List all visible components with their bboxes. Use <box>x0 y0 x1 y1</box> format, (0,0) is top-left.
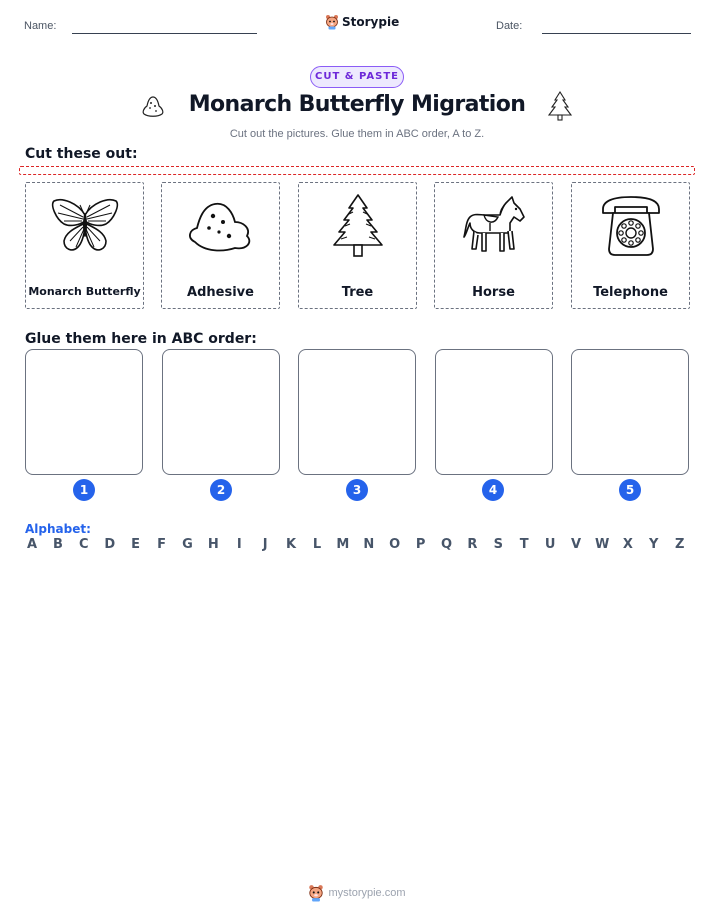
alphabet-letter: N <box>363 537 375 552</box>
alphabet-letter: P <box>415 537 426 552</box>
cut-card-telephone[interactable] <box>571 182 690 309</box>
name-label: Name: <box>24 20 57 32</box>
order-number-5: 5 <box>619 479 641 501</box>
alphabet-letter: O <box>389 537 401 552</box>
butterfly-icon <box>50 197 120 255</box>
date-label: Date: <box>496 20 523 32</box>
alphabet-letter: W <box>594 537 610 552</box>
cut-card-label: Tree <box>341 285 374 300</box>
glue-box-1[interactable] <box>25 349 143 475</box>
alphabet-letter: H <box>207 537 219 552</box>
glue-box-5[interactable] <box>571 349 689 475</box>
instructions: Cut out the pictures. Glue them in ABC order, A to Z. <box>229 128 485 140</box>
name-line <box>72 33 257 34</box>
alphabet-letter: F <box>157 537 166 552</box>
glue-blob-icon <box>138 92 168 120</box>
activity-type-badge: CUT & PASTE <box>310 66 404 88</box>
alphabet-letter: C <box>79 537 89 552</box>
alphabet-letter: Q <box>440 537 453 552</box>
alphabet-letter: E <box>131 537 141 552</box>
alphabet-letter: A <box>26 537 38 552</box>
cut-card-label: Adhesive <box>187 285 254 300</box>
alphabet-letter: R <box>467 537 478 552</box>
alphabet-letter: G <box>182 537 193 552</box>
alphabet-letter: X <box>622 537 633 552</box>
page-title: Monarch Butterfly Migration <box>188 92 526 117</box>
alphabet-letter: D <box>104 537 116 552</box>
glue-box-4[interactable] <box>435 349 553 475</box>
telephone-icon <box>597 195 665 257</box>
cut-section-heading: Cut these out: <box>25 146 138 162</box>
storypie-mascot-icon <box>308 884 324 902</box>
brand-logo <box>325 14 399 30</box>
alphabet-letter: L <box>312 537 322 552</box>
worksheet-header <box>0 14 714 38</box>
cut-card-label: Horse <box>472 285 515 300</box>
cut-card-adhesive[interactable] <box>161 182 280 309</box>
glue-box-3[interactable] <box>298 349 416 475</box>
alphabet-letter: M <box>336 537 350 552</box>
pine-tree-icon <box>329 192 387 260</box>
alphabet-letter: K <box>286 537 297 552</box>
alphabet-letter: I <box>236 537 242 552</box>
order-number-1: 1 <box>73 479 95 501</box>
cut-dashed-line <box>19 166 695 175</box>
alphabet-letter: T <box>519 537 529 552</box>
alphabet-letter: U <box>544 537 556 552</box>
alphabet-letter: J <box>262 537 268 552</box>
order-number-2: 2 <box>210 479 232 501</box>
pine-tree-icon <box>546 90 574 122</box>
title-area <box>0 90 714 126</box>
order-number-4: 4 <box>482 479 504 501</box>
alphabet-heading: Alphabet: <box>25 522 91 536</box>
alphabet-letter: S <box>493 537 503 552</box>
order-number-3: 3 <box>346 479 368 501</box>
cut-card-horse[interactable] <box>434 182 553 309</box>
cut-card-tree[interactable] <box>298 182 417 309</box>
alphabet-letter: V <box>571 537 582 552</box>
cut-card-label: Telephone <box>593 285 668 300</box>
footer-url: mystorypie.com <box>328 887 406 899</box>
alphabet-letter: Z <box>674 537 685 552</box>
footer <box>0 884 714 902</box>
glue-section-heading: Glue them here in ABC order: <box>25 331 257 347</box>
alphabet-row <box>25 537 687 552</box>
cut-card-label: Monarch Butterfly <box>28 285 141 298</box>
glue-blob-icon <box>185 198 257 254</box>
brand-name: Storypie <box>342 15 400 29</box>
glue-box-2[interactable] <box>162 349 280 475</box>
alphabet-letter: B <box>52 537 63 552</box>
cut-card-monarch-butterfly[interactable] <box>25 182 144 309</box>
date-line <box>542 33 691 34</box>
alphabet-letter: Y <box>649 537 659 552</box>
horse-icon <box>460 193 528 259</box>
storypie-mascot-icon <box>325 14 339 30</box>
